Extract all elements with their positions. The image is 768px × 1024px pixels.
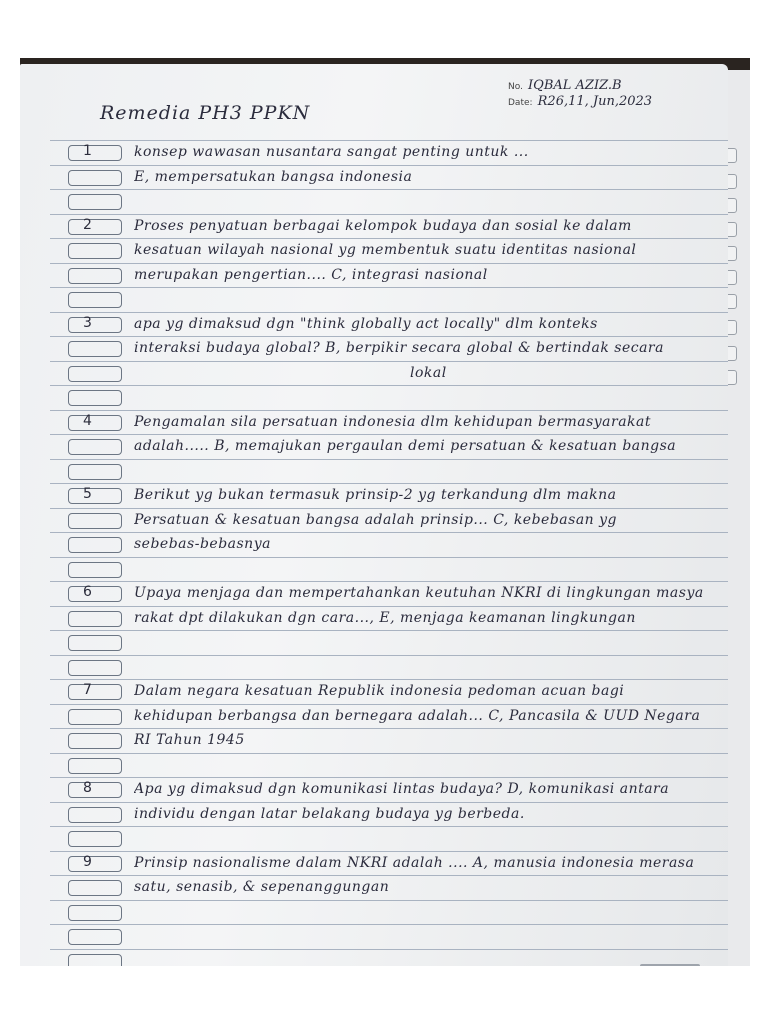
answer-line: rakat dpt dilakukan dgn cara..., E, menjaga keamanan lingkungan	[134, 609, 636, 626]
margin-box	[68, 758, 122, 774]
ruled-line	[50, 875, 728, 876]
ruled-line	[50, 704, 728, 705]
answer-line: Proses penyatuan berbagai kelompok budaya dan sosial ke dalam	[134, 217, 632, 234]
margin-box	[68, 807, 122, 823]
ruled-line	[50, 900, 728, 901]
margin-box	[68, 733, 122, 749]
ruled-line	[50, 189, 728, 190]
margin-box	[68, 537, 122, 553]
margin-box	[68, 880, 122, 896]
margin-box	[68, 905, 122, 921]
question-number: 2	[83, 216, 92, 233]
ruled-line	[50, 385, 728, 386]
answer-line: Persatuan & kesatuan bangsa adalah prinsip... C, kebebasan yg	[134, 511, 618, 528]
answer-line: individu dengan latar belakang budaya yg berbeda.	[134, 805, 525, 822]
question-number: 7	[83, 682, 92, 698]
margin-box	[68, 954, 122, 967]
ruled-line	[50, 287, 728, 288]
margin-box	[68, 292, 122, 308]
ruled-line	[50, 410, 728, 411]
margin-box	[68, 216, 122, 235]
ruled-line	[50, 679, 728, 680]
answer-line: interaksi budaya global? B, berpikir secara global & bertindak secara	[134, 340, 664, 356]
ruled-line	[50, 165, 728, 166]
answer-line: Dalam negara kesatuan Republik indonesia pedoman acuan bagi	[134, 683, 625, 699]
ruled-line	[50, 753, 728, 754]
margin-box	[68, 611, 122, 627]
ruled-line	[50, 606, 728, 607]
margin-box	[68, 341, 122, 357]
notebook-page	[20, 64, 728, 966]
ruled-line	[50, 851, 728, 852]
ruled-line	[50, 581, 728, 582]
margin-box	[68, 782, 122, 798]
notebook-photo	[20, 58, 750, 966]
answer-line: apa yg dimaksud dgn "think globally act locally" dlm konteks	[134, 315, 598, 332]
margin-box	[68, 488, 122, 504]
ruled-line	[50, 557, 728, 558]
student-name: IQBAL AZIZ.B	[528, 78, 622, 93]
answer-line: merupakan pengertian.... C, integrasi nasional	[134, 266, 488, 283]
answer-line: Berikut yg bukan termasuk prinsip-2 yg terkandung dlm makna	[134, 487, 617, 503]
ruled-line	[50, 312, 728, 313]
ruled-line	[50, 630, 728, 631]
answer-line: kesatuan wilayah nasional yg membentuk suatu identitas nasional	[134, 242, 637, 258]
ruled-line	[50, 924, 728, 925]
margin-box	[68, 831, 122, 847]
ruled-line	[50, 140, 728, 141]
margin-box	[68, 366, 122, 382]
answer-line: Apa yg dimaksud dgn komunikasi lintas budaya? D, komunikasi antara	[134, 781, 670, 797]
ruled-line	[50, 483, 728, 484]
answer-line: lokal	[410, 364, 447, 381]
answer-line: E, mempersatukan bangsa indonesia	[134, 168, 413, 185]
margin-box	[68, 243, 122, 259]
answer-line: Pengamalan sila persatuan indonesia dlm kehidupan bermasyarakat	[134, 413, 652, 430]
ruled-line	[50, 777, 728, 778]
question-number: 9	[83, 853, 92, 870]
margin-box	[68, 145, 122, 161]
answer-line: RI Tahun 1945	[134, 732, 245, 748]
margin-box	[68, 268, 122, 284]
ruled-line	[50, 949, 728, 950]
margin-box	[68, 513, 122, 529]
margin-box	[68, 439, 122, 455]
margin-box	[68, 464, 122, 480]
question-number: 3	[83, 314, 92, 331]
answer-line: konsep wawasan nusantara sangat penting untuk ...	[134, 144, 529, 160]
ruled-line	[50, 214, 728, 215]
question-number: 6	[83, 584, 92, 600]
margin-box	[68, 709, 122, 725]
ruled-line	[50, 655, 728, 656]
ruled-line	[50, 826, 728, 827]
answer-line: adalah..... B, memajukan pergaulan demi persatuan & kesatuan bangsa	[134, 438, 677, 454]
ruled-line	[50, 459, 728, 460]
answer-line: satu, senasib, & sepenanggungan	[134, 879, 390, 895]
page-edge-mark	[640, 964, 700, 966]
ruled-line	[50, 238, 728, 239]
question-number: 1	[83, 143, 92, 159]
ruled-line	[50, 802, 728, 803]
margin-box	[68, 390, 122, 406]
page-title: Remedia PH3 PPKN	[100, 102, 311, 124]
margin-box	[68, 314, 122, 333]
ruled-line	[50, 263, 728, 264]
name-field: No. IQBAL AZIZ.B	[508, 78, 622, 93]
ruled-line	[50, 336, 728, 337]
margin-box	[68, 853, 122, 872]
margin-box	[68, 635, 122, 651]
answer-line: Upaya menjaga dan mempertahankan keutuhan NKRI di lingkungan masya	[134, 585, 704, 601]
date-field: Date: R26,11, Jun,2023	[508, 94, 653, 109]
question-number: 5	[83, 486, 92, 502]
margin-box	[68, 170, 122, 186]
ruled-line	[50, 361, 728, 362]
margin-box	[68, 586, 122, 602]
margin-box	[68, 412, 122, 431]
answer-line: Prinsip nasionalisme dalam NKRI adalah .... A, manusia indonesia merasa	[134, 854, 695, 871]
margin-box	[68, 562, 122, 578]
margin-box	[68, 194, 122, 210]
margin-box	[68, 929, 122, 945]
date-value: R26,11, Jun,2023	[537, 94, 653, 109]
margin-box	[68, 660, 122, 676]
margin-box	[68, 684, 122, 700]
ruled-line	[50, 508, 728, 509]
answer-line: kehidupan berbangsa dan bernegara adalah... C, Pancasila & UUD Negara	[134, 707, 701, 724]
ruled-line	[50, 532, 728, 533]
ruled-line	[50, 434, 728, 435]
question-number: 8	[83, 780, 92, 796]
ruled-line	[50, 728, 728, 729]
answer-line: sebebas-bebasnya	[134, 536, 271, 552]
question-number: 4	[83, 412, 92, 429]
